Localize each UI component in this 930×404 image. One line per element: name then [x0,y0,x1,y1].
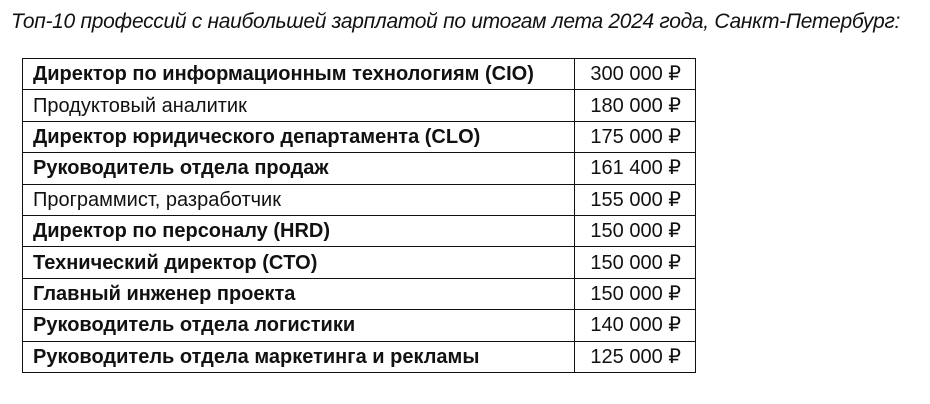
table-row [23,153,696,184]
profession-cell: Руководитель отдела маркетинга и рекламы [23,341,575,372]
profession-cell: Директор по информационным технологиям (CIO) [23,59,575,90]
salary-cell: 150 000 ₽ [575,278,696,309]
profession-cell: Директор юридического департамента (CLO) [23,121,575,152]
profession-cell: Руководитель отдела продаж [23,153,575,184]
salary-cell: 175 000 ₽ [575,121,696,152]
table-row [23,59,696,90]
table-row [23,310,696,341]
table-row [23,215,696,246]
salary-cell: 150 000 ₽ [575,247,696,278]
profession-cell: Руководитель отдела логистики [23,310,575,341]
salary-cell: 140 000 ₽ [575,310,696,341]
profession-cell: Директор по персоналу (HRD) [23,215,575,246]
profession-cell: Технический директор (CTO) [23,247,575,278]
salary-cell: 125 000 ₽ [575,341,696,372]
table-row [23,184,696,215]
salary-cell: 300 000 ₽ [575,59,696,90]
salary-table [22,58,696,373]
salary-cell: 161 400 ₽ [575,153,696,184]
salary-cell: 155 000 ₽ [575,184,696,215]
profession-cell: Главный инженер проекта [23,278,575,309]
salary-cell: 180 000 ₽ [575,90,696,121]
page-title: Топ-10 профессий с наибольшей зарплатой по итогам лета 2024 года, Санкт-Петербург: [11,10,901,33]
table-row [23,278,696,309]
profession-cell: Программист, разработчик [23,184,575,215]
table-row [23,247,696,278]
table-row [23,121,696,152]
table-row [23,90,696,121]
salary-table-body [23,59,696,373]
profession-cell: Продуктовый аналитик [23,90,575,121]
salary-cell: 150 000 ₽ [575,215,696,246]
table-row [23,341,696,372]
